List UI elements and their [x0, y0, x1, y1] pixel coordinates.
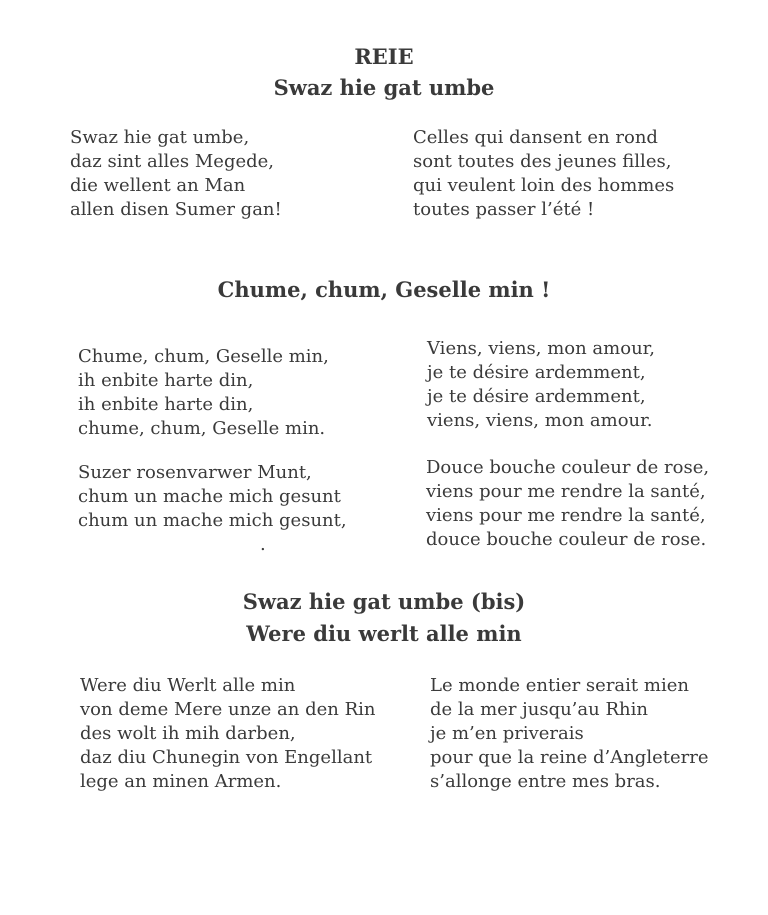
verse-line: Swaz hie gat umbe,: [70, 127, 250, 148]
verse-line: s’allonge entre mes bras.: [430, 771, 661, 792]
section3-left-stanza: [80, 674, 375, 794]
verse-line: pour que la reine d’Angleterre: [430, 747, 709, 768]
section3-heading: [0, 586, 768, 650]
verse-line: des wolt ih mih darben,: [80, 723, 296, 744]
section2-heading: Chume, chum, Geselle min !: [217, 277, 551, 302]
verse-line: chume, chum, Geselle min.: [78, 418, 326, 439]
verse-line: .: [260, 534, 266, 555]
section2-stanza2-left: [78, 461, 347, 557]
verse-line: viens pour me rendre la santé,: [426, 481, 706, 502]
verse-line: je m’en priverais: [430, 723, 584, 744]
verse-line: de la mer jusqu’au Rhin: [430, 699, 648, 720]
verse-line: Le monde entier serait mien: [430, 675, 689, 696]
verse-line: qui veulent loin des hommes: [413, 175, 675, 196]
section3-heading-line2: Were diu werlt alle min: [246, 621, 522, 646]
verse-line: douce bouche couleur de rose.: [426, 529, 707, 550]
verse-line: sont toutes des jeunes filles,: [413, 151, 672, 172]
section3-heading-line1: Swaz hie gat umbe (bis): [242, 589, 526, 614]
verse-line: chum un mache mich gesunt: [78, 486, 341, 507]
verse-line: Were diu Werlt alle min: [80, 675, 296, 696]
verse-line: Viens, viens, mon amour,: [427, 338, 656, 359]
section1-right-stanza: [413, 126, 674, 222]
section2-stanza2-right: [426, 456, 709, 552]
verse-line: viens, viens, mon amour.: [427, 410, 653, 431]
verse-line: toutes passer l’été !: [413, 199, 595, 220]
section2-stanza1-right: [427, 337, 655, 433]
verse-line: je te désire ardemment,: [427, 362, 646, 383]
page-subtitle: Swaz hie gat umbe: [273, 75, 495, 100]
verse-line: von deme Mere unze an den Rin: [80, 699, 376, 720]
section1-left-stanza: [70, 126, 282, 222]
page-title: REIE: [354, 44, 414, 69]
verse-line: daz sint alles Megede,: [70, 151, 275, 172]
verse-line: daz diu Chunegin von Engellant: [80, 747, 373, 768]
verse-line: chum un mache mich gesunt,: [78, 510, 347, 531]
verse-line: Douce bouche couleur de rose,: [426, 457, 710, 478]
verse-line: Suzer rosenvarwer Munt,: [78, 462, 312, 483]
verse-line: die wellent an Man: [70, 175, 246, 196]
section3-right-stanza: [430, 674, 708, 794]
verse-line: allen disen Sumer gan!: [70, 199, 282, 220]
verse-line: je te désire ardemment,: [427, 386, 646, 407]
verse-line: viens pour me rendre la santé,: [426, 505, 706, 526]
verse-line: ih enbite harte din,: [78, 394, 254, 415]
verse-line: Celles qui dansent en rond: [413, 127, 658, 148]
verse-line: Chume, chum, Geselle min,: [78, 346, 329, 367]
section2-stanza1-left: [78, 345, 329, 441]
verse-line: ih enbite harte din,: [78, 370, 254, 391]
verse-line: lege an minen Armen.: [80, 771, 282, 792]
title-block: [0, 41, 768, 103]
